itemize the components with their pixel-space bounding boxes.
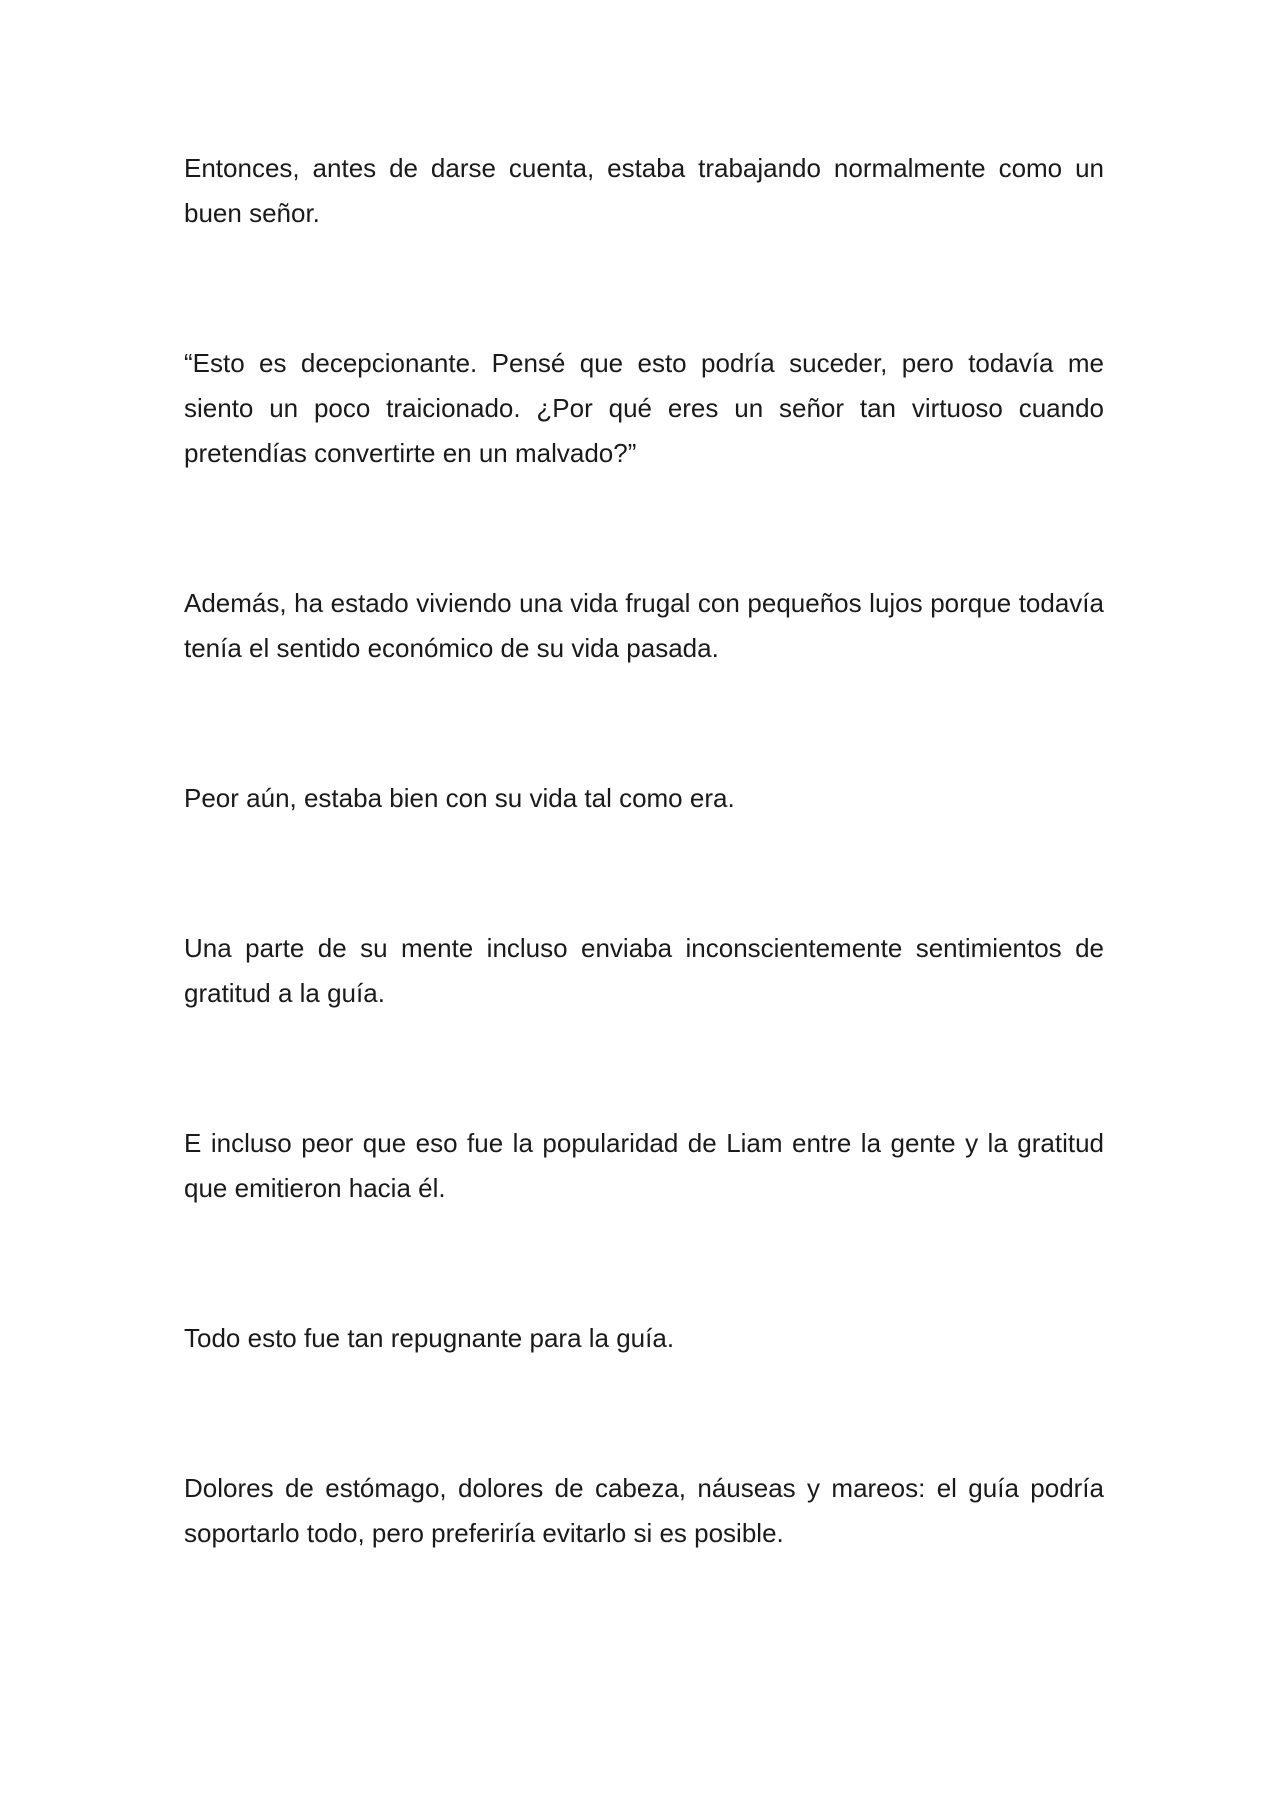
paragraph: Además, ha estado viviendo una vida frugal con pequeños lujos porque todavía tenía el sentido económico de su vida pasada.	[184, 588, 1104, 663]
paragraph: Peor aún, estaba bien con su vida tal como era.	[184, 783, 735, 813]
paragraph: Una parte de su mente incluso enviaba inconscientemente sentimientos de gratitud a la guía.	[184, 933, 1104, 1008]
paragraph: Todo esto fue tan repugnante para la guía.	[184, 1323, 675, 1353]
paragraph: E incluso peor que eso fue la popularidad de Liam entre la gente y la gratitud que emitieron hacia él.	[184, 1128, 1104, 1203]
paragraph: Entonces, antes de darse cuenta, estaba trabajando normalmente como un buen señor.	[184, 153, 1104, 228]
paragraph: “Esto es decepcionante. Pensé que esto podría suceder, pero todavía me siento un poco traicionado. ¿Por qué eres un señor tan virtuoso cuando pretendías convertirte en un malvado?”	[184, 348, 1104, 468]
paragraph: Dolores de estómago, dolores de cabeza, náuseas y mareos: el guía podría soportarlo todo, pero preferiría evitarlo si es posible.	[184, 1473, 1104, 1548]
